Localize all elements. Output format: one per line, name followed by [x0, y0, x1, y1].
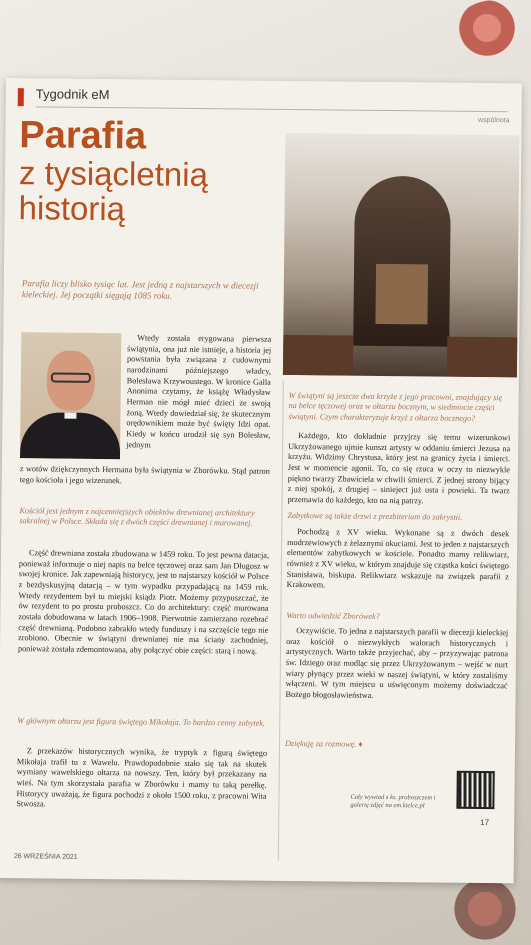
church-pew	[447, 337, 517, 378]
portrait-suit	[20, 412, 120, 459]
paragraph: Oczywiście. To jedna z najstarszych parafii w diecezji kieleckiej oraz kościół o niezwykłych walorach historycznych i artystycznych. Warto także przyjechać, aby – przyzywając patrona św. Idziego oraz modląc się przez Ukrzyżowanym – wejść w nurt wiary płynący przez wieki w naszej świątyni, w który zostaliśmy włączeni. W tym miejscu u uświęconym możemy doświadczać Bożego błogosławieństwa.	[285, 626, 509, 700]
body-text	[287, 431, 510, 514]
church-pew	[283, 335, 353, 376]
closing-thanks: Dziękuję za rozmowę. ♦	[284, 738, 363, 749]
body-text	[285, 626, 508, 709]
body-text	[16, 746, 267, 819]
page-number: 17	[480, 818, 490, 828]
paragraph: Z przekazów historycznych wynika, że tryptyk z figurą świętego Mikołaja trafił tu z Wawelu. Prawdopodobnie stało się tak na skutek wymiany wawelskiego ołtarza na nowszy. Ten, który był przekazany na wieś. Na tym skorzystała parafia w Zborówku i mamy tu taką perełkę. Historycy uważają, że figura pochodzi z około 1500 roku, z pracowni Wita Stwosza.	[16, 746, 267, 809]
article-lead: Parafia liczy blisko tysiąc lat. Jest jedną z najstarszych w diecezji kieleckiej. Jej początki sięgają 1085 roku.	[21, 278, 259, 302]
portrait-collar	[64, 413, 76, 419]
header-accent-bar	[18, 88, 24, 106]
interview-question: W świątyni są jeszcze dwa krzyże z jego pracowni, znajdujący się na belce tęczowej oraz w ołtarzu bocznym, w siedmiocie części świątyni. Czym charakteryzuje krzyż z ołtarza bocznego?	[288, 390, 503, 423]
magazine-name: Tygodnik eM	[35, 86, 110, 103]
title-line-2: z tysiącletnią historią	[18, 154, 209, 227]
web-credit: Cały wywiad z ks. proboszczem i galerię zdjęć na em.kielce.pl	[350, 793, 436, 810]
qr-code[interactable]	[458, 773, 492, 807]
title-line-1: Parafia	[19, 114, 147, 158]
magazine-page	[0, 78, 522, 883]
interview-question: W głównym ołtarzu jest figura świętego Mikołaja. To bardzo cenny zabytek.	[17, 716, 266, 728]
portrait-glasses	[51, 372, 91, 382]
article-title	[18, 116, 269, 228]
church-altar	[375, 264, 428, 325]
paragraph: Część drewniana została zbudowana w 1459 roku. To jest pewna datacja, ponieważ informuje o niej napis na belce tęczowej oraz sam Jan Długosz w swojej kronice. Jak zapewniają historycy, jest to najstarszy kościół w Polsce z bezdyskusyjną datacją – w tym wypadku przypadającą na 1459 rok. Wtedy rezydentem był tu miejski ksiądz Piotr. Możemy przypuszczać, że ów rezydent to po prostu proboszcz. Co do architektury: część murowana została dobudowana w latach 1906–1908. Pierwotnie zamierzano rozebrać część drewnianą. Podobno zabrakło wtedy funduszy i na szczęście tego nie zrobiono. Obecnie w świątyni drewnianej nie ma ściany zachodniej, ponieważ została zdemontowana, aby połączyć obie części: starą i nową.	[17, 548, 270, 656]
paragraph: Pochodzą z XV wieku. Wykonane są z dwóch desek modrzewiowych z żelaznymi okuciami. Jest to jeden z najstarszych elementów zabytkowych w kościele. Ponadto mamy relikwiarz, również z XV wieku, w którym znajduje się cząstka kości świętego Stanisława, biskupa. Relikwiarz wskazuje na związek parafii z Krakowem.	[286, 527, 510, 590]
interview-question: Zabytkowe są także drzwi z prezbiterium do zakrystii.	[287, 510, 463, 522]
body-text	[287, 527, 510, 599]
header-rule	[36, 106, 508, 112]
body-text	[20, 464, 270, 494]
paragraph: Wtedy została erygowana pierwsza świątynia, ona już nie istnieje, a historia jej powstania była związana z cudownymi narodzinami późniejszego władcy, Bolesława Krzywoustego. W kronice Galla Anonima czytamy, że książę Władysław Herman nie mógł mieć dzieci ze swoją żoną. Wtedy dowiedział się, że skutecznym orędownikiem może być święty Idzi opat. Kiedy w końcu urodził się syn Bolesław, jednym	[126, 333, 272, 450]
interview-question: Warto odwiedzić Zborówek?	[286, 610, 380, 621]
body-text	[18, 548, 269, 663]
issue-date: 26 WRZEŚNIA 2021	[13, 853, 78, 861]
flower-decoration	[451, 0, 531, 70]
body-text	[126, 333, 271, 458]
paragraph: z wotów dziękczynnych Hermana była świątynia w Zborówku. Stąd patron tego kościoła i jego wizerunek.	[19, 464, 270, 485]
interview-question: Kościół jest jednym z najcenniejszych obiektów drewnianej architektury sakralnej w Polsce. Składa się z dwóch części drewnianej i murowanej.	[19, 506, 255, 528]
section-label: wspólnota	[478, 116, 510, 125]
paragraph: Każdego, kto dokładnie przyjrzy się temu wizerunkowi Ukrzyżowanego ujmie kunszt artysty w oddaniu śmierci Jezusa na krzyżu. Widzimy Chrystusa, który jest na granicy życia i śmierci. Jest w momencie agonii. To, co się rzuca w oczy to niezwykle piękno twarzy Zbawiciela w chwili śmierci. Z jednej strony bijący z niej spokój, z drugiej – sinieject już usta i powieki. Ta twarz przemawia do każdego, kto na nią patrzy.	[287, 431, 511, 506]
priest-portrait-photo	[20, 332, 121, 459]
church-interior-photo	[283, 133, 520, 377]
